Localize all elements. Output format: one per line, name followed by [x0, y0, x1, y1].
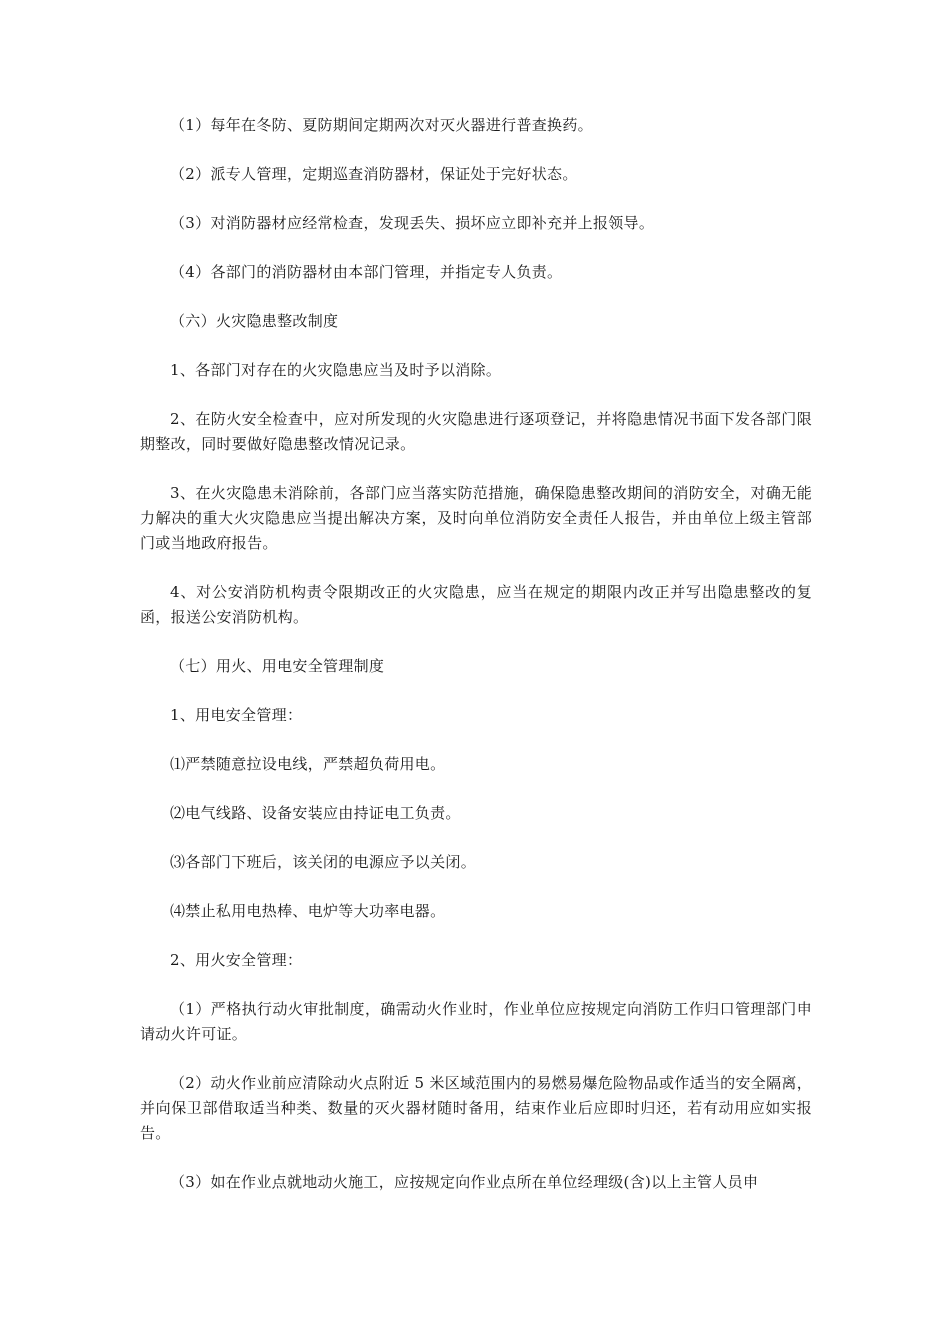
document-body: [140, 113, 812, 1219]
paragraph-18: （2）动火作业前应清除动火点附近 5 米区域范围内的易燃易爆危险物品或作适当的安全隔离，并向保卫部借取适当种类、数量的灭火器材随时备用，结束作业后应即时归还，若有动用应如实报告。: [140, 1074, 812, 1142]
paragraph-4: （4）各部门的消防器材由本部门管理，并指定专人负责。: [170, 263, 563, 281]
paragraph-2: （2）派专人管理，定期巡查消防器材，保证处于完好状态。: [170, 165, 578, 183]
section-heading-6: （六）火灾隐患整改制度: [170, 312, 339, 330]
paragraph-6: 1、各部门对存在的火灾隐患应当及时予以消除。: [170, 361, 502, 379]
paragraph-17: （1）严格执行动火审批制度，确需动火作业时，作业单位应按规定向消防工作归口管理部门申请动火许可证。: [140, 1000, 812, 1043]
paragraph-12: ⑴严禁随意拉设电线，严禁超负荷用电。: [170, 755, 446, 773]
paragraph-3: （3）对消防器材应经常检查，发现丢失、损坏应立即补充并上报领导。: [170, 214, 655, 232]
subheading-electric: 1、用电安全管理：: [170, 706, 303, 724]
paragraph-7: 2、在防火安全检查中，应对所发现的火灾隐患进行逐项登记，并将隐患情况书面下发各部门限期整改，同时要做好隐患整改情况记录。: [140, 410, 812, 453]
paragraph-15: ⑷禁止私用电热棒、电炉等大功率电器。: [170, 902, 446, 920]
paragraph-19: （3）如在作业点就地动火施工，应按规定向作业点所在单位经理级(含)以上主管人员申: [170, 1173, 759, 1191]
paragraph-9: 4、对公安消防机构责令限期改正的火灾隐患，应当在规定的期限内改正并写出隐患整改的复函，报送公安消防机构。: [140, 583, 812, 626]
paragraph-13: ⑵电气线路、设备安装应由持证电工负责。: [170, 804, 461, 822]
paragraph-1: （1）每年在冬防、夏防期间定期两次对灭火器进行普查换药。: [170, 116, 593, 134]
section-heading-7: （七）用火、用电安全管理制度: [170, 657, 385, 675]
paragraph-8: 3、在火灾隐患未消除前，各部门应当落实防范措施，确保隐患整改期间的消防安全，对确无能力解决的重大火灾隐患应当提出解决方案，及时向单位消防安全责任人报告，并由单位上级主管部门或当地政府报告。: [140, 484, 812, 552]
subheading-fire: 2、用火安全管理：: [170, 951, 303, 969]
paragraph-14: ⑶各部门下班后，该关闭的电源应予以关闭。: [170, 853, 477, 871]
